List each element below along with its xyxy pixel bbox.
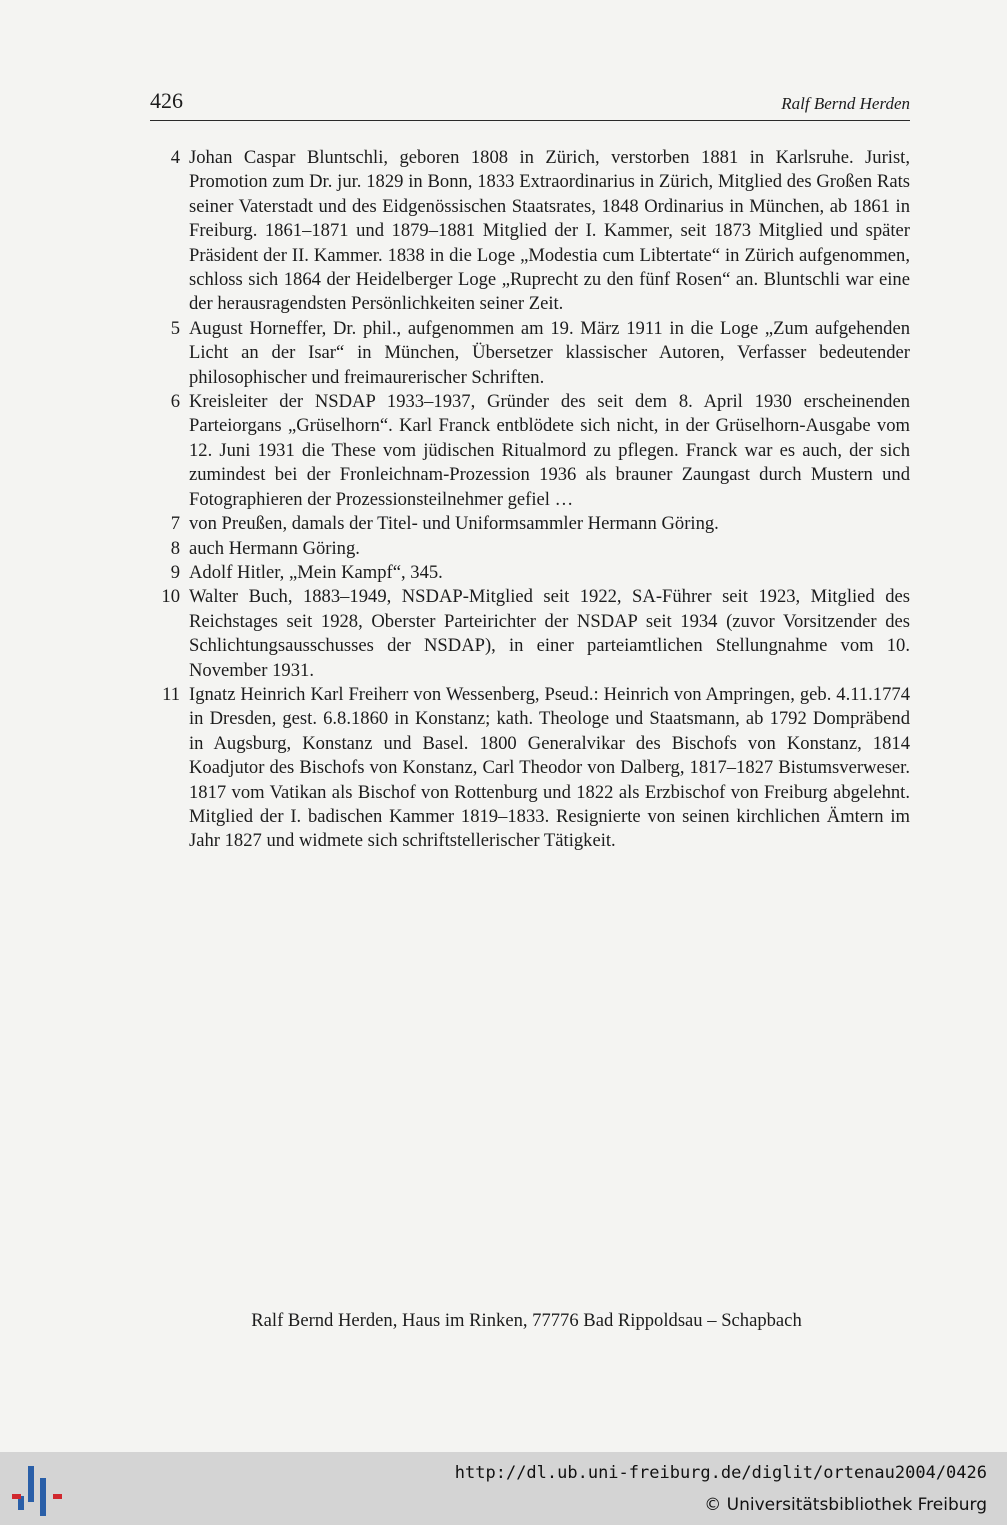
endnote [150,146,910,317]
endnote-text: August Horneffer, Dr. phil., aufgenommen am 19. März 1911 in die Loge „Zum aufgehenden Licht an der Isar“ in München, Übersetzer klassischer Autoren, Verfasser bedeutender philosophischer und freimaurerischer Schriften. [189,317,910,388]
endnote-text: auch Hermann Göring. [189,537,360,559]
endnote-text: von Preußen, damals der Titel- und Uniformsammler Hermann Göring. [189,513,719,535]
endnote [150,512,910,536]
endnote [150,585,910,683]
running-head: Ralf Bernd Herden [781,94,910,113]
endnote-number: 6 [170,391,180,413]
endnote-text: Walter Buch, 1883–1949, NSDAP-Mitglied seit 1922, SA-Führer seit 1923, Mitglied des Reichstages seit 1928, Oberster Parteirichter der NSDAP seit 1934 (zuvor Vorsitzender des Schlichtungsausschusses der NSDAP), in einer parteiamtlichen Stellungnahme vom 10. November 1931. [189,586,910,681]
page-number: 426 [150,88,183,113]
endnote-number: 4 [170,147,180,168]
endnote-number: 10 [161,586,180,608]
endnote-text: Johan Caspar Bluntschli, geboren 1808 in Zürich, verstorben 1881 in Karlsruhe. Jurist, Promotion zum Dr. jur. 1829 in Bonn, 1833 Extraordinarius in Zürich, Mitglied des Großen Rats seiner Vaterstadt und des Eidgenössischen Staatsrates, 1848 Ordinarius in München, ab 1861 in Freiburg. 1861–1871 und 1879–1881 Mitglied der I. Kammer, seit 1873 Mitglied und später Präsident der II. Kammer. 1838 in die Loge „Modestia cum Libtertate“ in Zürich aufgenommen, schloss sich 1864 der Heidelberger Loge „Ruprecht zu den fünf Rosen“ an. Bluntschli war eine der herausragendsten Persönlichkeiten seiner Zeit. [189,147,910,315]
endnote-text: Adolf Hitler, „Mein Kampf“, 345. [189,561,443,583]
endnote-text: Kreisleiter der NSDAP 1933–1937, Gründer des seit dem 8. April 1930 erscheinenden Parteiorgans „Grüselhorn“. Karl Franck entblödete sich nicht, in der Grüselhorn-Ausgabe vom 12. Juni 1931 die These vom jüdischen Ritualmord zu pflegen. Franck war es auch, der sich zumindest bei der Fronleichnam-Prozession 1936 als brauner Zaungast durch Mustern und Fotographieren der Prozessionsteilnehmer gefiel … [189,391,910,510]
copyright-text: © Universitätsbibliothek Freiburg [704,1495,987,1515]
endnotes [150,146,910,854]
ub-freiburg-logo-icon [10,1464,66,1516]
endnote-number: 5 [170,317,180,339]
library-footer [0,1452,1007,1525]
endnote-number: 7 [170,513,180,535]
endnote [150,390,910,512]
source-url-link[interactable]: http://dl.ub.uni-freiburg.de/diglit/ortenau2004/0426 [454,1463,987,1483]
endnote-number: 8 [170,537,180,559]
endnote [150,537,910,561]
endnote [150,561,910,585]
endnote-number: 11 [162,683,180,705]
endnote [150,683,910,854]
endnote [150,317,910,390]
page-header [150,88,910,121]
endnote-number: 9 [170,561,180,583]
author-address: Ralf Bernd Herden, Haus im Rinken, 77776 Bad Rippoldsau – Schapbach [251,1310,802,1331]
endnote-text: Ignatz Heinrich Karl Freiherr von Wessenberg, Pseud.: Heinrich von Ampringen, geb. 4.11.1774 in Dresden, gest. 6.8.1860 in Konstanz; kath. Theologe und Staatsmann, ab 1792 Dompräbend in Augsburg, Konstanz und Basel. 1800 Generalvikar des Bischofs von Konstanz, 1814 Koadjutor des Bischofs von Konstanz, Carl Theodor von Dalberg, 1817–1827 Bistumsverweser. 1817 vom Vatikan als Bischof von Rottenburg und 1822 als Erzbischof von Freiburg abgelehnt. Mitglied der I. badischen Kammer 1819–1833. Resignierte von seinen kirchlichen Ämtern im Jahr 1827 und widmete sich schriftstellerischer Tätigkeit. [189,683,910,852]
